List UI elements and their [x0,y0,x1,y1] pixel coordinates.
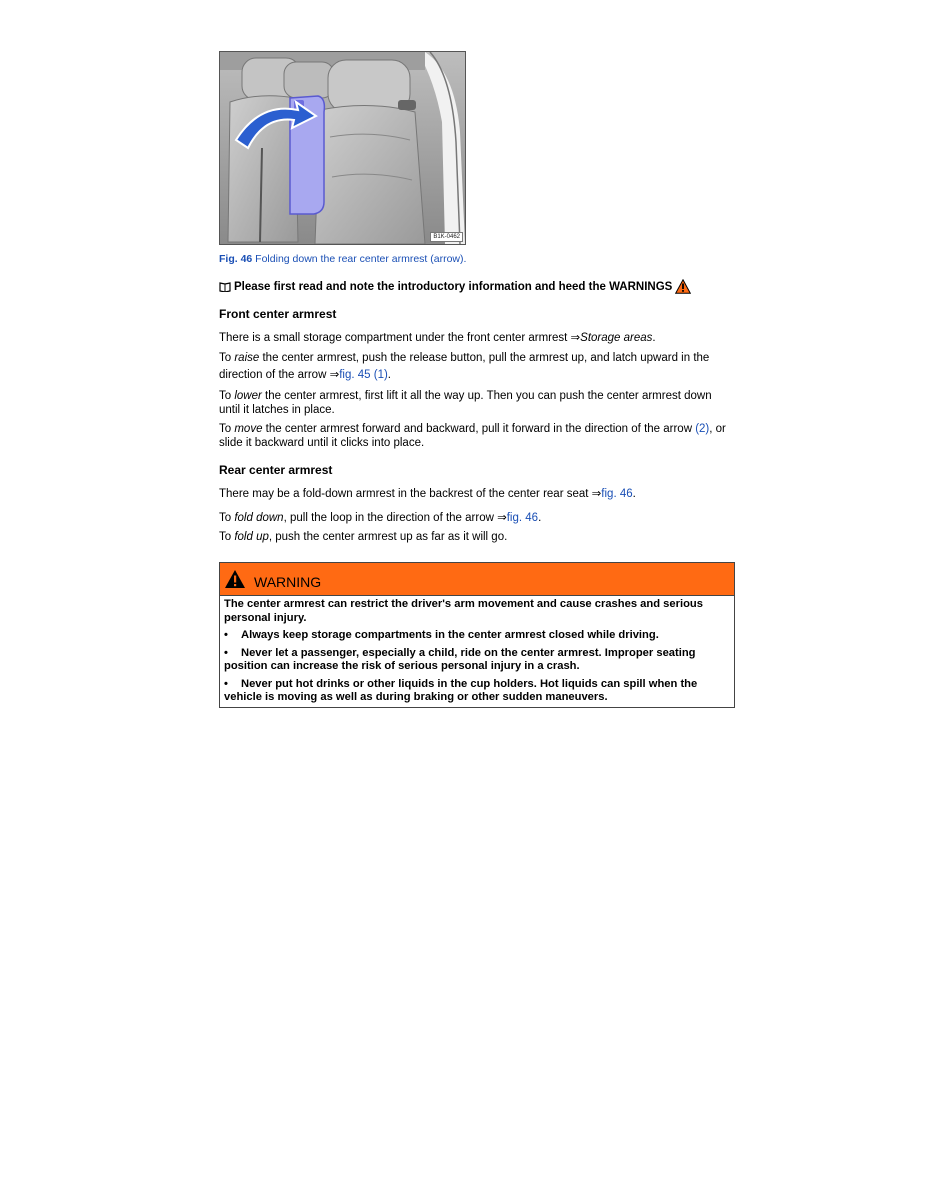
text-segment: To [219,390,235,402]
text-segment: the center armrest, push the release button, pull the armrest up, and latch upward in the direction of the arrow ⇒ [219,352,710,381]
front-paragraph-1 [219,331,735,345]
text-segment: There is a small storage compartment under the front center armrest ⇒ [219,332,581,344]
text-segment: the center armrest forward and backward, pull it forward in the direction of the arrow [262,423,696,435]
front-paragraph-3 [219,389,735,417]
bullet: • [224,629,228,641]
figure-caption [219,253,735,265]
arrow-2-link[interactable]: (2) [695,423,710,435]
text-segment: the center armrest, first lift it all the way up. Then you can push the center armrest down until it latches in place. [219,390,712,416]
warning-item-text: Always keep storage compartments in the center armrest closed while driving. [241,629,659,641]
warning-item-text: Never put hot drinks or other liquids in the cup holders. Hot liquids can spill when the vehicle is moving as well as during braking or other sudden maneuvers. [224,677,698,703]
read-note-text: Please first read and note the introductory information and heed the WARNINGS [234,280,673,293]
warning-box [219,562,735,708]
warning-item-text: Never let a passenger, especially a child, ride on the center armrest. Improper seating position can increase the risk of serious personal injury in a crash. [224,646,696,672]
warning-header [220,563,734,596]
warning-item [224,647,730,674]
fig-46-link[interactable]: fig. 46 [506,512,539,524]
emphasis-lower: lower [234,390,262,402]
rear-armrest-heading: Rear center armrest [219,463,333,477]
read-note [219,279,735,294]
emphasis-fold-up: fold up [234,531,269,543]
figure-code: B1K-0462 [430,232,463,242]
book-icon [219,282,231,292]
text-segment: , or slide it backward until it clicks into place. [219,423,726,449]
text-segment: To [219,512,235,524]
warning-triangle-icon [675,279,691,294]
warning-intro: The center armrest can restrict the driver's arm movement and cause crashes and serious personal injury. [224,598,703,624]
bullet: • [224,677,228,690]
caption-number: Fig. 46 [219,253,253,265]
emphasis-move: move [234,423,263,435]
rear-paragraph-1 [219,487,735,501]
front-paragraph-2 [219,350,735,384]
warning-triangle-icon [224,569,246,589]
fig-45-link[interactable]: fig. 45 (1) [339,369,388,381]
emphasis-raise: raise [234,352,260,364]
text-segment: . [632,488,636,500]
text-segment: , pull the loop in the direction of the arrow ⇒ [283,512,507,524]
text-segment: . [652,332,656,344]
front-armrest-heading: Front center armrest [219,307,337,321]
text-segment: To [219,423,235,435]
front-paragraph-4 [219,422,735,450]
text-segment: To [219,352,235,364]
page-content [219,51,735,708]
storage-areas-ref: Storage areas [580,332,653,344]
bullet: • [224,646,228,659]
text-segment: . [387,369,391,381]
text-segment: . [538,512,542,524]
rear-paragraph-3 [219,530,735,544]
warning-item [224,678,730,705]
text-segment: To [219,531,235,543]
emphasis-fold-down: fold down [234,512,284,524]
fig-46-link[interactable]: fig. 46 [601,488,633,500]
rear-seat-figure [219,51,466,245]
warning-title: WARNING [254,573,322,590]
warning-body [220,596,734,707]
rear-seat-illustration [220,52,465,244]
text-segment: There may be a fold-down armrest in the backrest of the center rear seat ⇒ [219,488,602,500]
warning-item [224,629,730,643]
rear-paragraph-2 [219,511,735,525]
caption-text: Folding down the rear center armrest (arrow). [252,253,467,265]
text-segment: , push the center armrest up as far as it will go. [268,531,508,543]
